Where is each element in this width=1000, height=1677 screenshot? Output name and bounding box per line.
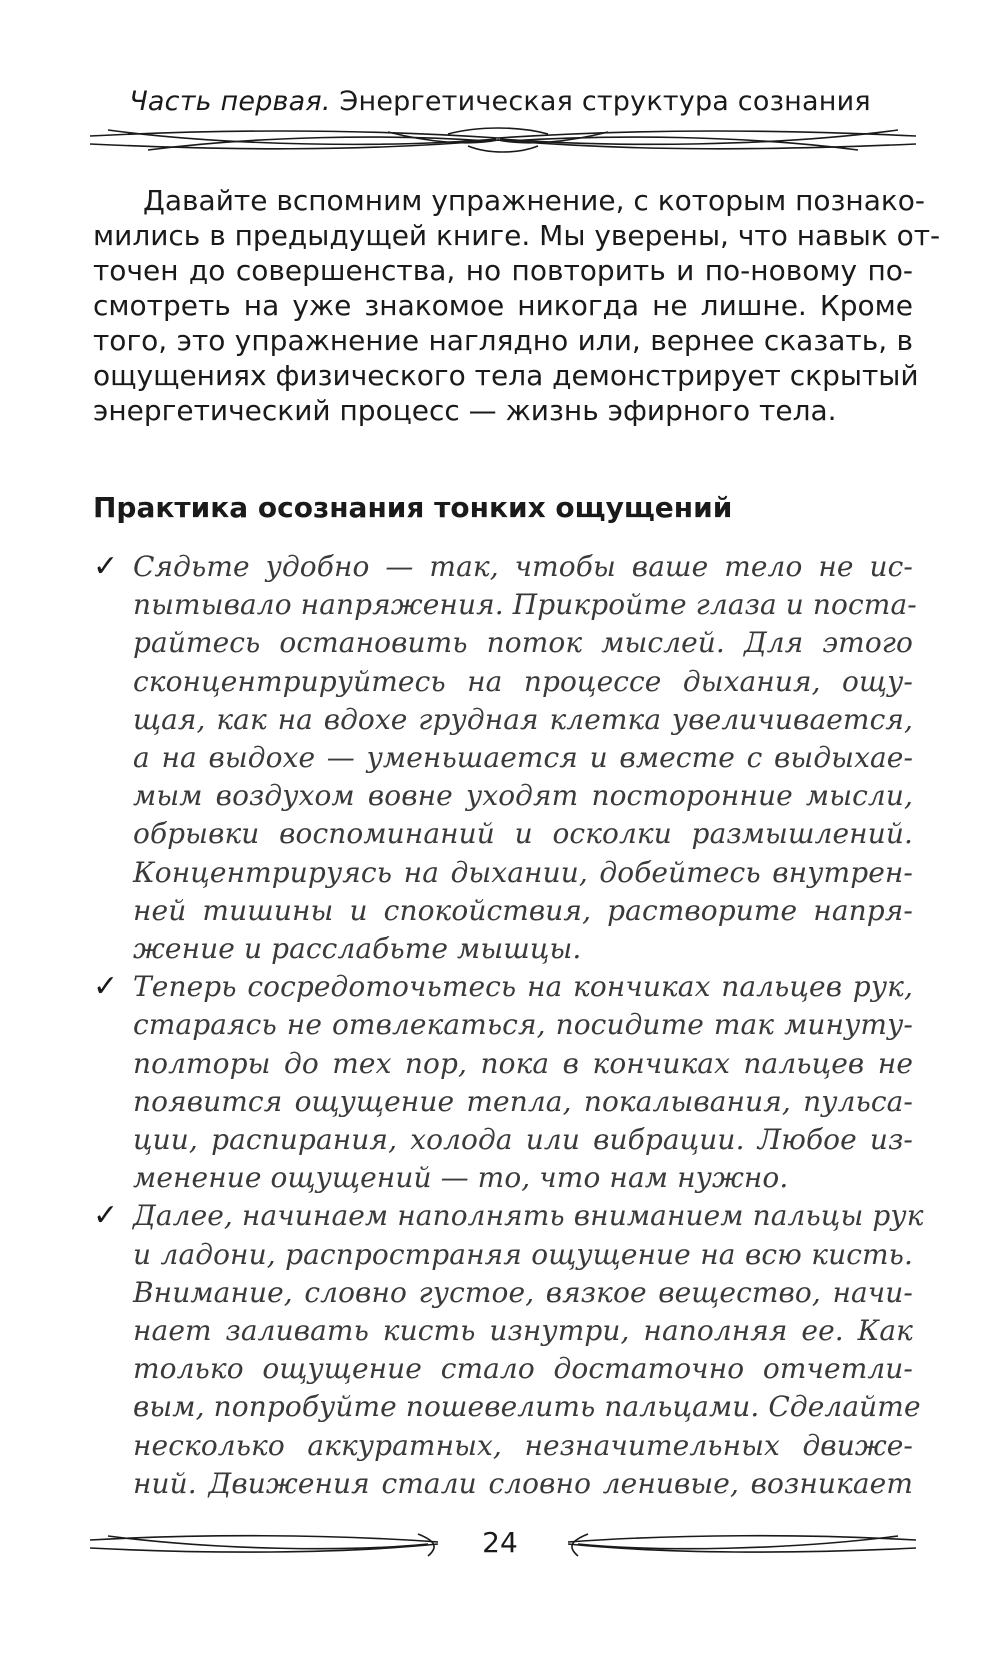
practice-line: мым воздухом вовне уходят посторонние мысли,: [133, 779, 913, 813]
intro-paragraph: [93, 183, 941, 428]
practice-list: [93, 548, 924, 1503]
practice-line: Сядьте удобно — так, чтобы ваше тело не ис-: [133, 550, 913, 583]
practice-line: и ладони, распространяя ощущение на всю кисть.: [133, 1237, 913, 1271]
practice-line: щая, как на вдохе грудная клетка увеличивается,: [133, 702, 913, 736]
practice-item: [93, 1197, 924, 1503]
intro-line: энергетический процесс — жизнь эфирного тела.: [93, 394, 837, 427]
practice-item: [93, 968, 913, 1197]
practice-line: появится ощущение тепла, покалывания, пульса-: [133, 1084, 913, 1118]
practice-item: [93, 548, 917, 968]
practice-line: а на выдохе — уменьшается и вместе с выдыхае-: [133, 741, 913, 775]
page-number: 24: [482, 1526, 518, 1559]
intro-line: точен до совершенства, но повторить и по-новому по-: [93, 254, 913, 287]
practice-line: Внимание, словно густое, вязкое вещество, начи-: [133, 1275, 913, 1309]
running-head-part: Часть первая.: [129, 86, 331, 117]
practice-line: сконцентрируйтесь на процессе дыхания, ощу-: [133, 664, 913, 698]
intro-line: того, это упражнение наглядно или, вернее сказать, в: [93, 324, 913, 357]
practice-line: стараясь не отвлекаться, посидите так минуту-: [133, 1008, 913, 1042]
running-head-title: Энергетическая структура сознания: [339, 86, 871, 117]
section-heading: Практика осознания тонких ощущений: [93, 491, 733, 524]
checkmark-icon: ✓: [93, 1198, 119, 1234]
practice-line: ции, распирания, холода или вибрации. Любое из-: [133, 1123, 913, 1157]
practice-line: вым, попробуйте пошевелить пальцами. Сделайте: [133, 1390, 921, 1424]
checkmark-icon: ✓: [93, 549, 119, 584]
intro-line: смотреть на уже знакомое никогда не лишне. Кроме: [93, 289, 913, 322]
intro-line: мились в предыдущей книге. Мы уверены, что навык от-: [93, 219, 941, 252]
intro-line: Давайте вспомним упражнение, с которым познако-: [143, 184, 926, 217]
practice-line: только ощущение стало достаточно отчетли-: [133, 1352, 913, 1386]
practice-line: пытывало напряжения. Прикройте глаза и поста-: [133, 588, 917, 622]
intro-line: ощущениях физического тела демонстрирует скрытый: [93, 359, 919, 392]
practice-line: полторы до тех пор, пока в кончиках пальцев не: [133, 1046, 913, 1080]
practice-line: райтесь остановить поток мыслей. Для этого: [133, 626, 913, 660]
practice-line: Далее, начинаем наполнять вниманием пальцы рук: [133, 1199, 924, 1233]
practice-line: несколько аккуратных, незначительных движе-: [133, 1428, 913, 1462]
checkmark-icon: ✓: [93, 969, 119, 1005]
practice-line: менение ощущений — то, что нам нужно.: [133, 1161, 789, 1195]
practice-line: ний. Движения стали словно ленивые, возникает: [133, 1466, 913, 1500]
practice-line: нает заливать кисть изнутри, наполняя ее. Как: [133, 1314, 913, 1348]
running-head: [90, 84, 910, 120]
practice-line: обрывки воспоминаний и осколки размышлений.: [133, 817, 913, 851]
practice-line: ней тишины и спокойствия, растворите напря-: [133, 893, 913, 927]
practice-line: Теперь сосредоточьтесь на кончиках пальцев рук,: [133, 970, 913, 1004]
practice-line: жение и расслабьте мышцы.: [133, 932, 582, 966]
practice-line: Концентрируясь на дыхании, добейтесь внутрен-: [133, 855, 913, 889]
header-ornament: [88, 120, 918, 160]
